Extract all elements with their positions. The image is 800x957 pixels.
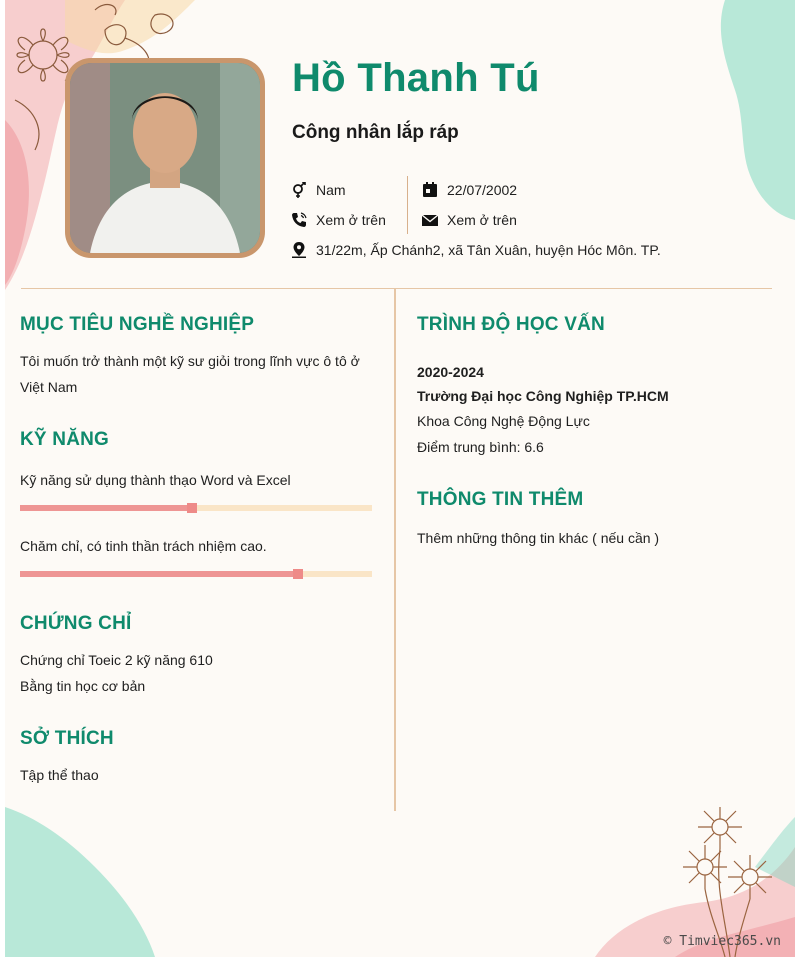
certificates-title: CHỨNG CHỈ (20, 613, 132, 634)
education-gpa: Điểm trung bình: 6.6 (417, 439, 544, 455)
gender-icon (290, 181, 308, 199)
phone-value: Xem ở trên (316, 212, 386, 228)
birthday-value: 22/07/2002 (447, 182, 518, 198)
info-divider (407, 176, 408, 234)
gender-value: Nam (316, 182, 346, 198)
education-faculty: Khoa Công Nghệ Động Lực (417, 413, 590, 429)
envelope-icon (421, 211, 439, 229)
education-years: 2020-2024 (417, 364, 484, 380)
column-divider (394, 289, 396, 811)
skill-bar (20, 571, 372, 577)
job-title: Công nhân lắp ráp (292, 122, 459, 143)
email-row (421, 211, 517, 229)
top-right-watercolor-decoration (705, 0, 795, 230)
hobbies-title: SỞ THÍCH (20, 728, 114, 749)
skill-bar-handle (187, 503, 197, 513)
objective-title: MỤC TIÊU NGHỀ NGHIỆP (20, 314, 255, 335)
objective-text: Tôi muốn trở thành một kỹ sư giỏi trong lĩnh vực ô tô ở Việt Nam (20, 353, 360, 395)
calendar-icon (421, 181, 439, 199)
profile-photo-frame (65, 58, 265, 258)
gender-row (290, 181, 346, 199)
extra-info-text: Thêm những thông tin khác ( nếu cần ) (417, 530, 660, 546)
skill-bar-fill (20, 571, 298, 577)
skill-label: Chăm chỉ, có tinh thần trách nhiệm cao. (20, 538, 267, 554)
skill-bar (20, 505, 372, 511)
certificate-item: Bằng tin học cơ bản (20, 678, 146, 694)
skill-label: Kỹ năng sử dụng thành thạo Word và Excel (20, 472, 291, 488)
phone-row (290, 211, 386, 229)
education-title: TRÌNH ĐỘ HỌC VẤN (417, 314, 605, 335)
location-pin-icon (290, 241, 308, 259)
address-row (290, 241, 661, 259)
hobbies-text: Tập thể thao (20, 767, 99, 783)
extra-info-title: THÔNG TIN THÊM (417, 489, 584, 510)
skill-bar-handle (293, 569, 303, 579)
header-divider (21, 288, 772, 289)
email-value: Xem ở trên (447, 212, 517, 228)
bottom-left-watercolor-decoration (5, 807, 165, 957)
candidate-name: Hồ Thanh Tú (292, 56, 540, 100)
birthday-row (421, 181, 517, 199)
phone-icon (290, 211, 308, 229)
profile-photo (70, 63, 260, 253)
certificate-item: Chứng chỉ Toeic 2 kỹ năng 610 (20, 652, 213, 668)
skills-title: KỸ NĂNG (20, 429, 110, 450)
address-value: 31/22m, Ấp Chánh2, xã Tân Xuân, huyện Hóc Môn. TP. (316, 242, 661, 258)
education-school: Trường Đại học Công Nghiệp TP.HCM (417, 388, 669, 404)
cv-page (5, 0, 795, 957)
skill-bar-fill (20, 505, 192, 511)
watermark: © Timviec365.vn (663, 934, 781, 949)
